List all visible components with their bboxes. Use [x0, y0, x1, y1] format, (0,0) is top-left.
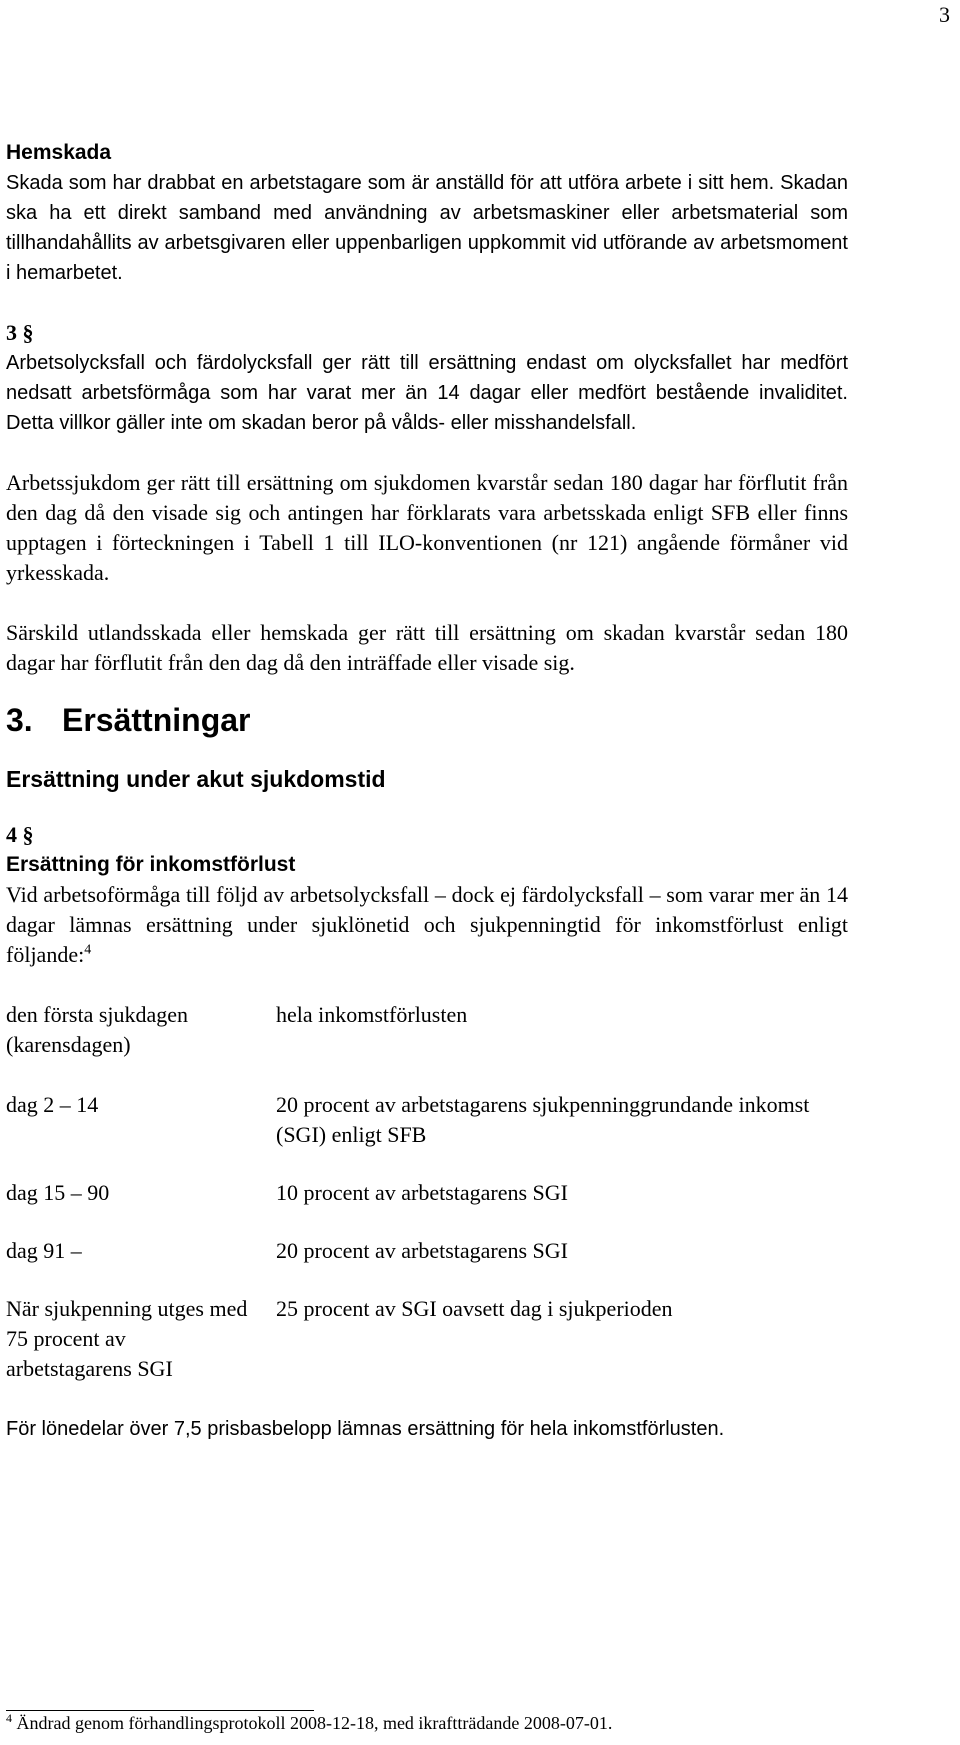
footnote-text: Ändrad genom förhandlingsprotokoll 2008-12-18, med ikraftträdande 2008-07-01. [16, 1713, 613, 1733]
section-3-paragraph-3: Särskild utlandsskada eller hemskada ger rätt till ersättning om skadan kvarstår sedan 180 dagar har förflutit från den dag då den inträffade eller visade sig. [6, 620, 848, 675]
table-right-cell: 10 procent av arbetstagarens SGI [276, 1180, 569, 1205]
section-3 [6, 318, 848, 678]
table-right-cell: 20 procent av arbetstagarens SGI [276, 1238, 569, 1263]
table-left-cell: När sjukpenning utges med 75 procent av arbetstagarens SGI [6, 1296, 248, 1381]
table-left-cell: dag 15 – 90 [6, 1180, 110, 1205]
table-left-cell: dag 91 – [6, 1238, 82, 1263]
footnote [6, 1712, 612, 1734]
subheading: Ersättning under akut sjukdomstid [6, 766, 386, 792]
section-3-paragraph-1: Arbetsolycksfall och färdolycksfall ger rätt till ersättning endast om olycksfallet har medfört nedsatt arbetsförmåga som har varat mer än 14 dagar eller medfört bestående invaliditet. Detta villkor gäller inte om skadan beror på vålds- eller misshandelsfall. [6, 352, 848, 434]
hemskada-section [6, 138, 848, 288]
table-left-cell: dag 2 – 14 [6, 1092, 99, 1117]
section-4-text: Vid arbetsoförmåga till följd av arbetsolycksfall – dock ej färdolycksfall – som varar mer än 14 dagar lämnas ersättning under sjuklönetid och sjukpenningtid för inkomstförlust enligt följande: [6, 882, 848, 967]
section-4-title: Ersättning för inkomstförlust [6, 853, 296, 876]
hemskada-paragraph: Skada som har drabbat en arbetstagare som är anställd för att utföra arbete i sitt hem. Skadan ska ha ett direkt samband med användning av arbetsmaskiner eller arbetsmaterial som tillhandahållits av arbetsgivaren eller uppenbarligen uppkommit vid utförande av arbetsmoment i hemarbetet. [6, 172, 848, 284]
table-right-cell: hela inkomstförlusten [276, 1002, 468, 1027]
section-3-mark: 3 § [6, 320, 34, 345]
section-4-mark: 4 § [6, 822, 34, 847]
page-number: 3 [939, 2, 950, 27]
footnote-number: 4 [6, 1711, 12, 1725]
footnote-reference: 4 [84, 942, 92, 958]
section-4 [6, 820, 848, 1444]
table-left-cell: den första sjukdagen (karensdagen) [6, 1002, 189, 1057]
section-4-paragraph [6, 880, 848, 970]
chapter-title: Ersättningar [62, 702, 251, 738]
footnote-separator [6, 1710, 314, 1711]
table-right-cell: 20 procent av arbetstagarens sjukpenninggrundande inkomst (SGI) enligt SFB [276, 1092, 810, 1147]
hemskada-heading: Hemskada [6, 141, 112, 164]
compensation-table [6, 1000, 848, 1384]
table-right-cell: 25 procent av SGI oavsett dag i sjukperioden [276, 1296, 673, 1321]
section-4-closing: För lönedelar över 7,5 prisbasbelopp lämnas ersättning för hela inkomstförlusten. [6, 1418, 725, 1440]
chapter-heading [6, 700, 848, 740]
section-3-paragraph-2: Arbetssjukdom ger rätt till ersättning om sjukdomen kvarstår sedan 180 dagar har förflutit från den dag då den visade sig och antingen har förklarats vara arbetsskada enligt SFB eller finns upptagen i förteckningen i Tabell 1 till ILO-konventionen (nr 121) angående förmåner vid yrkesskada. [6, 470, 848, 585]
document-body [6, 138, 848, 1444]
chapter-number: 3. [6, 702, 33, 738]
